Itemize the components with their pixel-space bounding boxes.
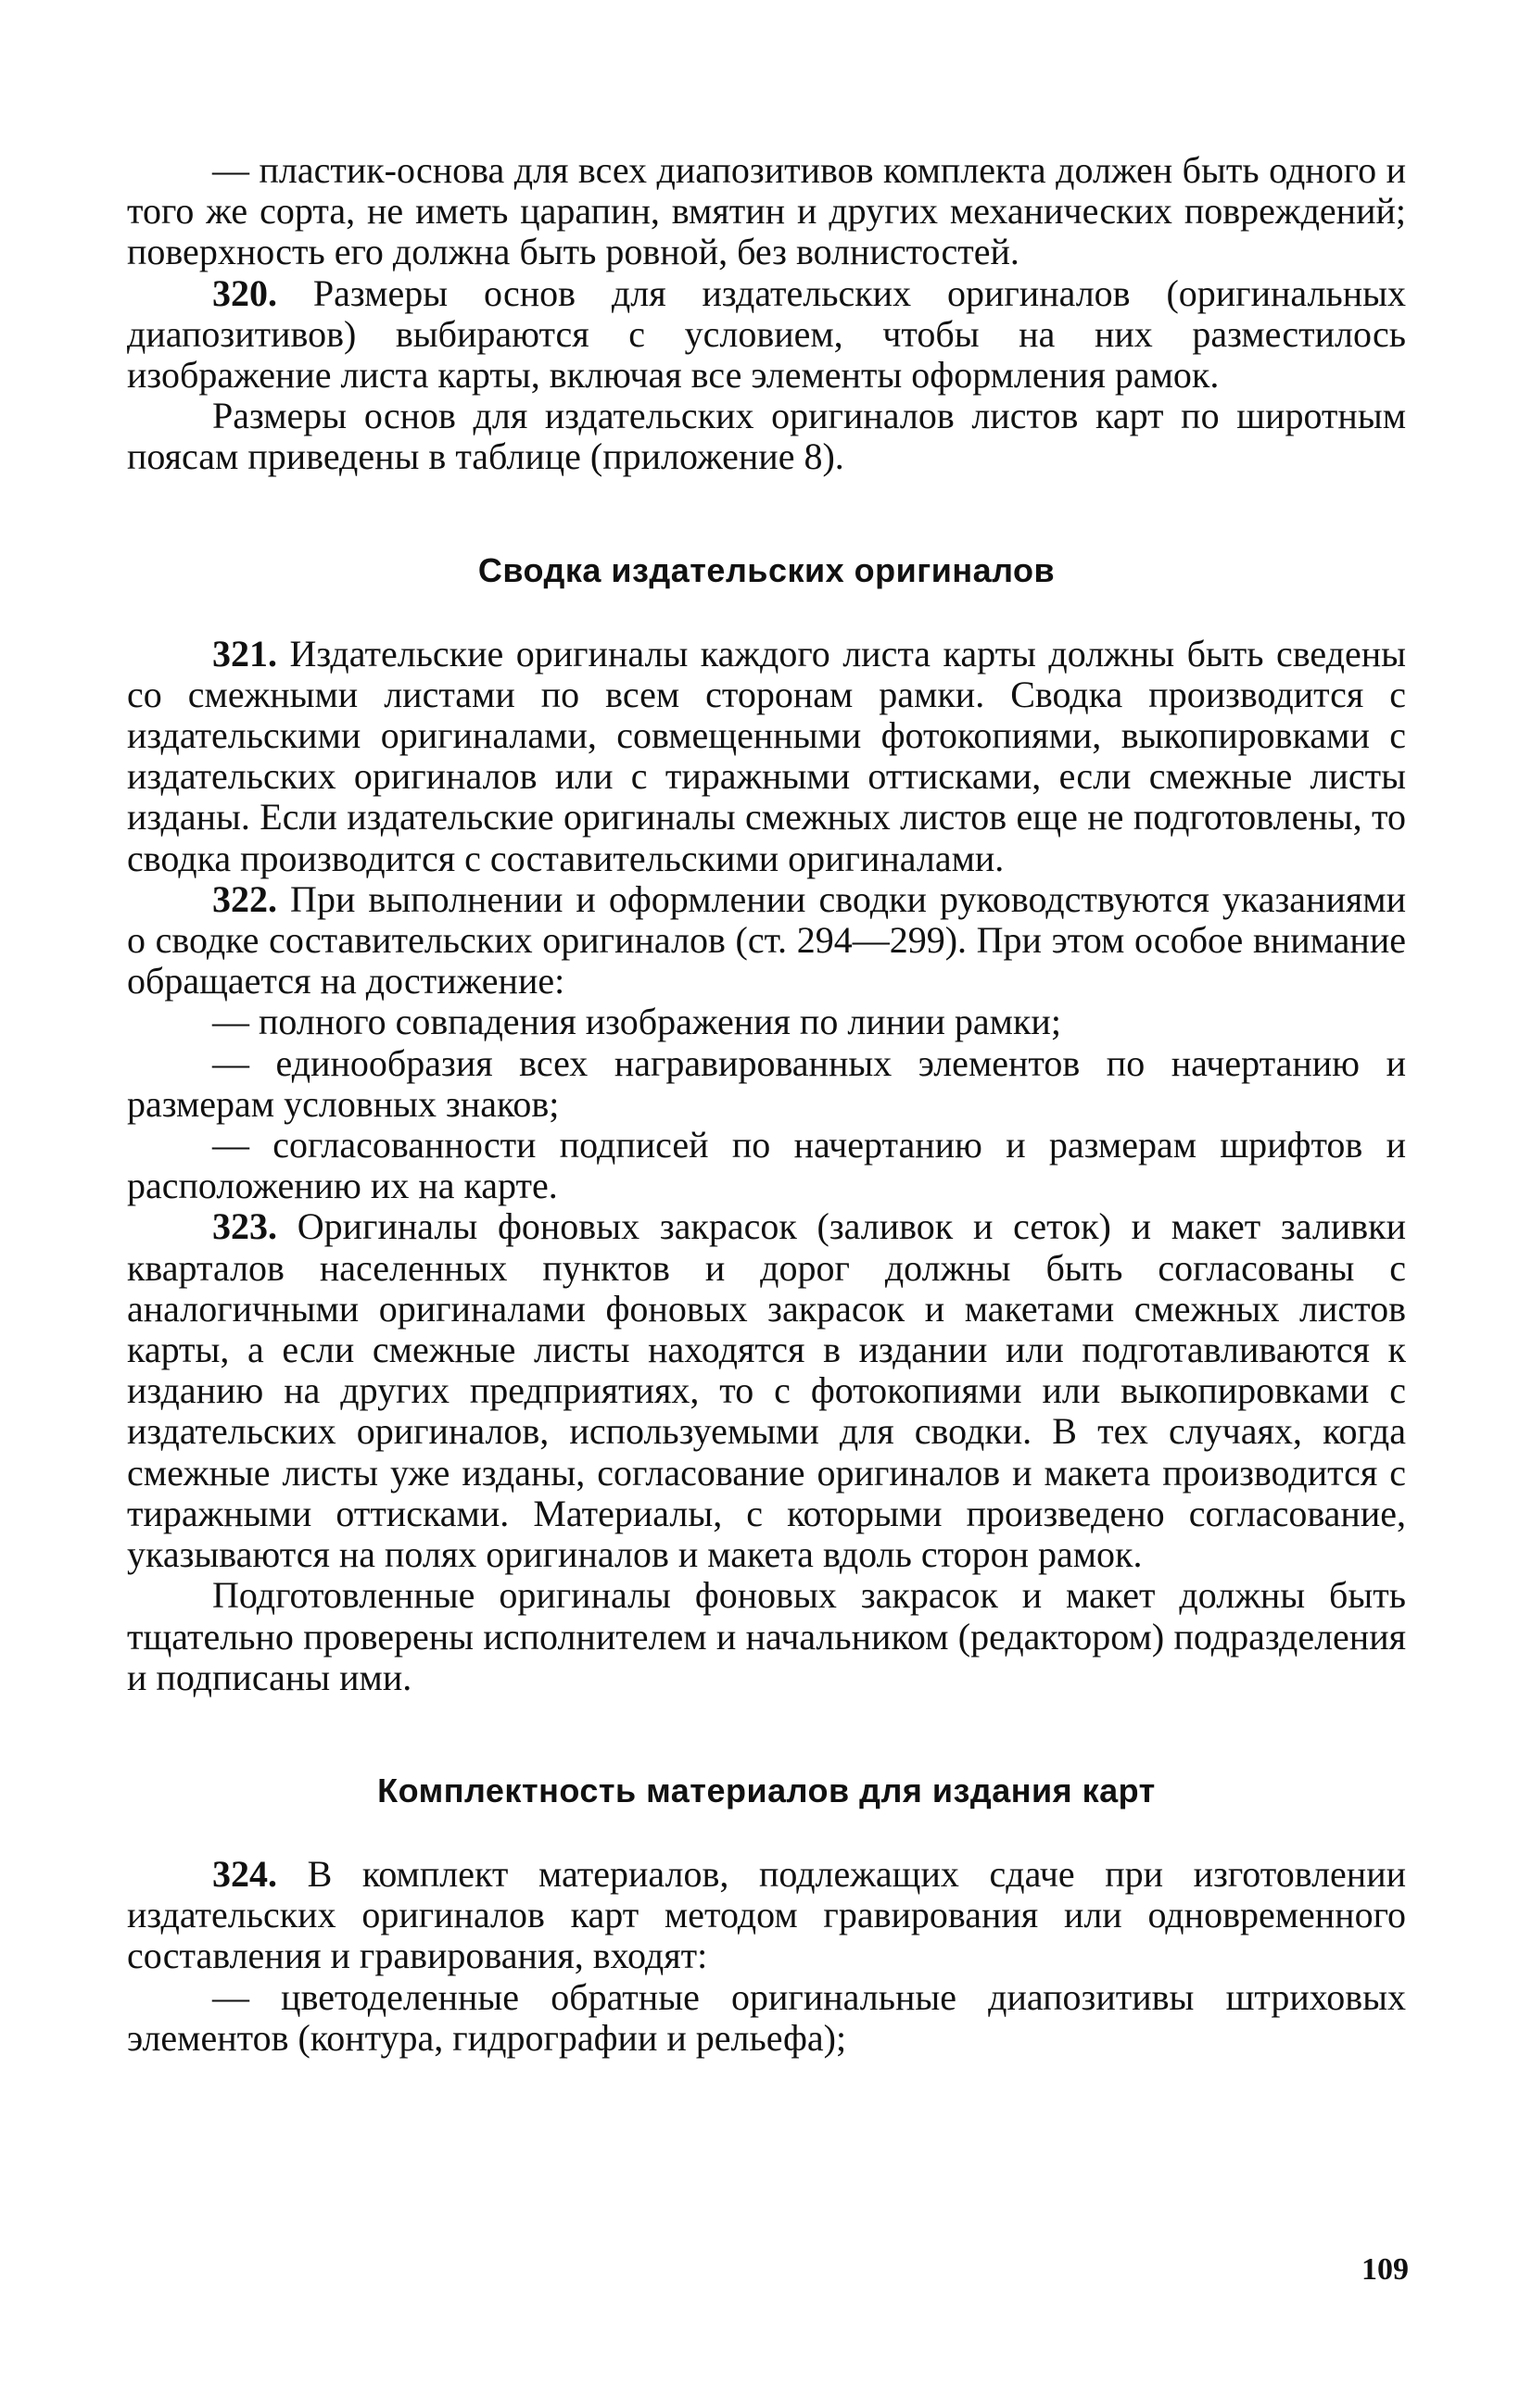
section-heading-svodka: Сводка издательских оригиналов [477, 550, 1056, 589]
paragraph-321: 321. Издательские оригиналы каждого листа карты должны быть сведены со смежными листами по всем сторонам рамки. Сводка производится с издательскими оригиналами, совмещенными фотокопиями, выкопировками с издательских оригиналов или с тиражными оттисками, если смежные листы изданы. Если издательские оригиналы смежных листов еще не подготовлены, то сводка производится с составительскими оригиналами. [127, 632, 1406, 879]
list-item-dash: — согласованности подписей по начертанию и размерам шрифтов и расположению их на карте. [127, 1124, 1406, 1207]
paragraph-prepared: Подготовленные оригиналы фоновых закрасок и макет должны быть тщательно проверены исполнителем и начальником (редактором) подразделения и подписаны ими. [127, 1574, 1406, 1698]
paragraph-324: 324. В комплект материалов, подлежащих сдаче при изготовлении издательских оригиналов карт методом гравирования или одновременного составления и гравирования, входят: [127, 1852, 1406, 1977]
section-intro [127, 150, 1406, 478]
article-number: 324. [212, 1852, 277, 1895]
article-number: 321. [212, 632, 277, 674]
section-heading-komplektnost: Комплектность материалов для издания карт [377, 1771, 1156, 1809]
article-number: 322. [212, 877, 277, 920]
paragraph-323: 323. Оригиналы фоновых закрасок (заливок и сеток) и макет заливки кварталов населенных пунктов и дорог должны быть согласованы с аналогичными оригиналами фоновых закрасок и макетами смежных листов карты, а если смежные листы находятся в издании или подготавливаются к изданию на других предприятиях, то с фотокопиями или выкопировками с издательских оригиналов, используемыми для сводки. В тех случаях, когда смежные листы уже изданы, согласование оригиналов и макета производится с тиражными оттисками. Материалы, с которыми произведено согласование, указываются на полях оригиналов и макета вдоль сторон рамок. [127, 1205, 1406, 1576]
section-svodka [127, 634, 1406, 1698]
section-komplektnost [127, 1854, 1406, 2059]
paragraph-320: 320. Размеры основ для издательских оригиналов (оригинальных диапозитивов) выбираются с условием, чтобы на них разместилось изображение листа карты, включая все элементы оформления рамок. [127, 271, 1406, 397]
paragraph-dash-plastic: — пластик-основа для всех диапозитивов комплекта должен быть одного и того же сорта, не иметь царапин, вмятин и других механических повреждений; поверхность его должна быть ровной, без волнистостей. [127, 149, 1406, 273]
list-item-dash: — единообразия всех награвированных элементов по начертанию и размерам условных знаков; [127, 1041, 1406, 1125]
paragraph-322: 322. При выполнении и оформлении сводки руководствуются указаниями о сводке составительских оригиналов (ст. 294—299). При этом особое внимание обращается на достижение: [127, 877, 1406, 1002]
page-body [127, 150, 1406, 2059]
list-item-dash: — полного совпадения изображения по линии рамки; [212, 1001, 1061, 1043]
paragraph-sizes: Размеры основ для издательских оригиналов листов карт по широтным поясам приведены в таблице (приложение 8). [127, 395, 1406, 478]
page-number: 109 [1361, 2252, 1409, 2287]
list-item-dash: — цветоделенные обратные оригинальные диапозитивы штриховых элементов (контура, гидрографии и рельефа); [127, 1975, 1406, 2059]
article-number: 320. [212, 271, 277, 314]
article-number: 323. [212, 1205, 277, 1248]
